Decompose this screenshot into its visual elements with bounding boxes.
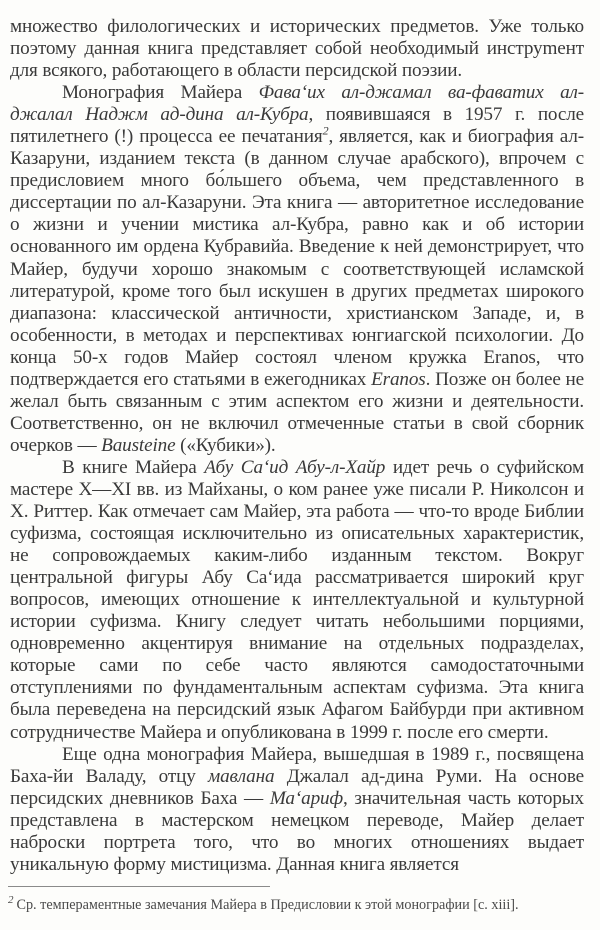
footnote-separator	[8, 886, 270, 887]
text-run: Еще одна монография Майера, вышедшая в 1989 г., посвящена Баха-йи Валаду, отцу	[10, 743, 584, 787]
italic-title: Абу Са‘ид Абу-л-Хайр	[204, 456, 386, 478]
text-run: идет речь о суфийском мастере X—XI вв. из Майханы, о ком ранее уже писали Р. Николсон и Х. Риттер. Как отмечает сам Майер, эта работа — что-то вроде Библии суфизма, состоящая исключительно из описательных характеристик, не сопровождаемых каким-либо изданным текстом. Вокруг центральной фигуры Абу Са‘ида рассматривается широкий круг вопросов, имеющих отношение к интеллектуальной и культурной истории суфизма. Книгу следует читать небольшими порциями, одновременно акцентируя внимание на отдельных подразделах, которые сами по себе часто являются самодостаточными отступлениями по фундаментальным аспектам суфизма. Эта книга была переведена на персидский язык Афагом Байбурди при активном сотрудничестве Майера и опубликована в 1999 г. после его смерти.	[10, 456, 585, 743]
text-run: («Кубики»).	[175, 434, 276, 456]
footnote	[8, 896, 588, 914]
text-run: , является, как и биография ал-Казаруни, изданием текста (в данном случае арабского), впрочем с предисловием много бо́льшего объема, чем представленного в диссертации по ал-Казаруни. Эта книга — авторитетное исследование о жизни и учении мистика ал-Кубра, равно как и об истории основанного им ордена Кубравийа. Введение к ней демонстрирует, что Майер, будучи хорошо знакомым с соответствующей исламской литературой, кроме того был искушен в других предметах широкого диапазона: классической античности, христианском Западе, и, в особенности, в методах и перспективах юнгиагской психологии. До конца 50-х годов Майер состоял членом кружка Eranos, что подтверждается его статьями в ежегодниках	[10, 126, 584, 390]
text-run: множество филологических и исторических предметов. Уже только поэтому данная книга представляет собой необходимый инструmент для всякого, работающего в области персидской поэзии.	[10, 16, 584, 82]
text-run: Монография Майера	[62, 82, 259, 104]
text-run: Джалал ад-дина Руми. На основе персидских дневников Баха —	[10, 765, 584, 809]
text-run: , значительная часть которых представлена в мастерском немецком переводе, Майер делает наброски портрета того, что во многих отношениях выдает уникальную форму мистицизма. Данная книга является	[10, 787, 584, 875]
paragraph	[10, 744, 584, 876]
italic-title: мавлана	[207, 765, 275, 787]
page-body	[10, 16, 584, 876]
italic-title: Ма‘ариф	[269, 787, 343, 809]
text-run: , появившаяся в 1957 г. после пятилетнего (!) процесса ее печатания	[10, 104, 585, 148]
italic-title: Фава‘их ал-джамал ва-фаватих ал-джалал Наджм ад-дина ал-Кубра	[10, 82, 584, 126]
footnote-marker: 2	[8, 894, 14, 907]
paragraph	[10, 457, 584, 744]
paragraph	[10, 82, 584, 457]
italic-title: Bausteine	[101, 434, 176, 456]
text-run: . Позже он более не желал быть связанным с этим аспектом его жизни и деятельности. Соответственно, он не включил отмеченные статьи в свой сборник очерков —	[10, 368, 584, 456]
footnote-text: Ср. темпераментные замечания Майера в Предисловии к этой монографии [с. xiii].	[16, 897, 519, 913]
text-run: В книге Майера	[62, 456, 205, 478]
footnote-reference[interactable]: 2	[322, 123, 329, 138]
paragraph	[10, 16, 584, 82]
italic-title: Eranos	[371, 368, 426, 390]
